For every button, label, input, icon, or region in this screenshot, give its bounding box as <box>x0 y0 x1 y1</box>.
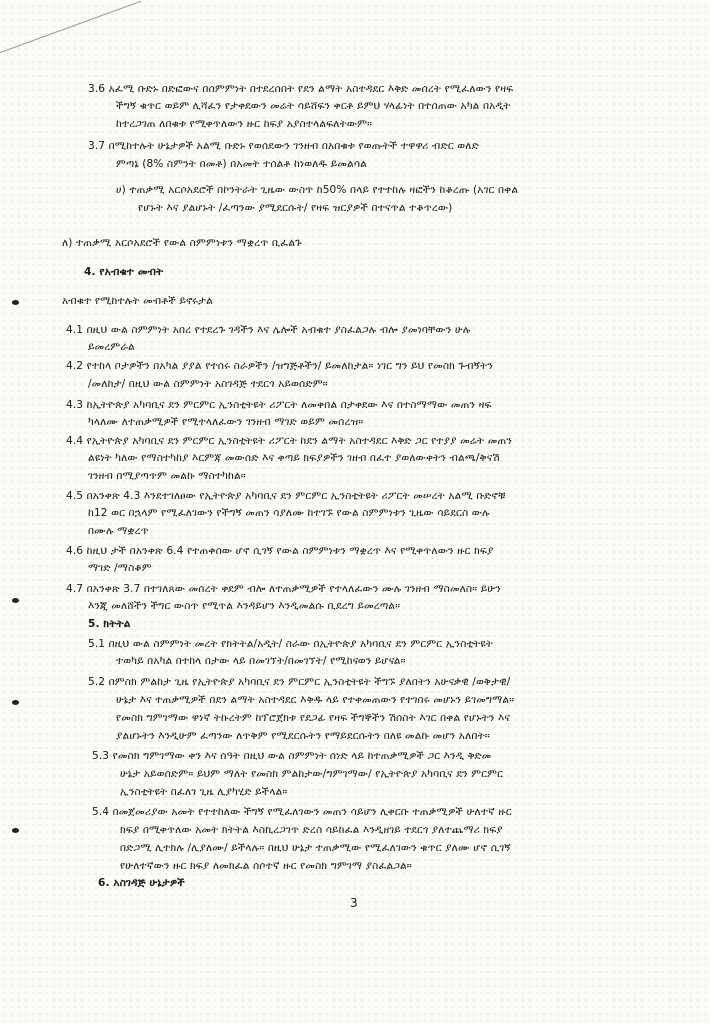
clause-5-4-line: በድጋሚ ሊተክሉ /ሊያለሙ/ ይችላሉ። በዚህ ሁኔታ ተጠቃሚው የሚፈለገውን ቁጥር ያለሙ ሆኖ ሲገኝ <box>120 842 511 854</box>
clause-3-7-line: 3.7 በሚከተሉት ሁኔታዎች አልሚ ቡድኑ የወሰደውን ገንዘብ በአበቁቱ የወጡትች ተዋዋሪ ብድር ወለድ <box>88 140 480 152</box>
clause-4-5-line: ከ12 ወር በኋላም የሚፈለገውን የችግኝ መጠን ሳያለሙ ከተገኙ የውል ስምምነቱን ጊዜው ሳይደርስ ውሉ <box>88 507 490 519</box>
clause-4-4-line: ልዩነት ካለው የማስተካከያ እርምጃ መውሰድ እና ቀጣይ ክፍያዎችን ገዘብ በፈተ ያወለውቀትን ብልጫ/ቅናሽ <box>88 452 500 464</box>
punch-hole-mark <box>12 700 19 705</box>
clause-4-3-line: ካላለሙ ለተጠቃሚዎች የሚተላለፈውን ገንዘብ ማገድ ወይም መሰረዝ። <box>88 416 364 428</box>
clause-4-7-line: 4.7 በአንቀጽ 3.7 በተገለጸው መሰረት ቀደም ብሎ ለተጠቃሚዎች የተላለፈውን ሙሉ ገንዘብ ማስመለስ። ይሁን <box>66 583 501 595</box>
punch-hole-mark <box>12 300 19 305</box>
punch-hole-mark <box>12 598 19 603</box>
clause-5-3-line: 5.3 የመስክ ግምገማው ቀን እና ሰዓት በዚህ ውል ስምምነት ሰነድ ላይ ከተጠቃሚዎች ጋር እንዲ ቅድመ <box>92 750 492 762</box>
sub-item-u-line: ሀ) ተጠቃሚ አርሶአደሮች በኮንትራት ጊዜው ውስጥ ከ50% በላይ የተተከሉ ዛፎችን ከቆረጡ (አገር በቀል <box>116 184 519 196</box>
clause-4-2-line: 4.2 የተከላ ቦታዎችን በአካል ያያል የተሰሩ ስራዎችን /ዝግጅቶችን/ ይመለከታል። ነገር ግን ይህ የመስክ ጉብኝትን <box>66 360 493 372</box>
section-5-heading: 5. ክትትል <box>88 618 131 630</box>
clause-5-3-line: ሁኔታ አይወሰድም። ይህም ማለት የመስክ ምልከታው/ግምገማው/ የኢትዮጵያ አካባቢና ደን ምርምር <box>120 768 504 780</box>
clause-4-4-line: ገንዘብ በሚያጣጥም መልኩ ማስተካከል። <box>88 470 246 482</box>
section-4-intro: አብቁተ የሚከተሉት መብቶች ይኖሩታል <box>62 295 213 307</box>
clause-3-7-line: ምጣኔ (8% ስምንት በመቶ) በአመት ተሰልቶ ከነወለዱ ይመልሳል <box>116 158 367 170</box>
clause-4-7-line: እንጂ መለሸችን ችግር ውስጥ የሚጥል እንዳይሆን እንዲመልሱ ቢደረግ ይመረጣል። <box>88 600 401 612</box>
clause-3-6-line: ችግኝ ቁጥር ወይም ሊሻፈን የታቀደውን መሬት ሳይሸፍን ቀርቶ ይምህ ሃላፊነት በተሰጠው አካል በአዲት <box>116 100 511 112</box>
clause-3-6-line: 3.6 አፈሚ ቡድኑ በድፎውና በሰምምነት በተደረሰበት የደን ልማት አስተዳደር እቅድ መሰረት የሚፈለውን የዛፍ <box>88 83 514 95</box>
punch-hole-mark <box>12 828 19 833</box>
page-number: 3 <box>350 896 358 910</box>
clause-4-6-line: ማገድ /ማስቆም <box>88 562 152 574</box>
clause-5-4-line: ክፍያ በሚቀጥለው አመት ክትትል እስኪረጋገጥ ድረስ ሳይከፈል እንዲዘገይ ተደርጎ ያለተጨማሪ ክፍያ <box>120 824 503 836</box>
clause-4-1-line: ይመረምራል <box>88 341 135 353</box>
sub-item-u-line: የሆኑት እና ያልሆኑት /ፈጣንው ያሚደርሱት/ የዛፍ ዝርያዎች በተናጥል ተቆጥረው) <box>138 202 453 214</box>
clause-4-2-line: /መለከታ/ በዚህ ውል ስምምነት አስገዳጅ ተደርጎ አይወሰድም። <box>88 378 328 390</box>
clause-4-5-line: በሙሉ ማቋረጥ <box>88 525 149 537</box>
clause-4-4-line: 4.4 የኢትዮጵያ አካባቢና ደን ምርምር ኢንስቲትዩት ሪፖርት ከደን ልማት አስተዳደር እቅድ ጋር የተያያ መሬት መጠን <box>66 435 513 447</box>
clause-4-1-line: 4.1 በዚህ ውል ስምምነት አበረ የተደረጉ ገዳችን እና ሌሎች አብቁተ ያስፈልጋሉ ብሎ ያመነባቸውን ሁሉ <box>66 324 471 336</box>
clause-5-3-line: ኢንስቲትዩት በፈለገ ጊዜ ሊያካሂድ ይችላል። <box>120 786 288 798</box>
clause-5-4-line: የሁለተኛውን ዙር ክፍያ ለመክፈል ሰሶተኛ ዙር የመስክ ግምገማ ያስፈልጋል። <box>120 860 412 872</box>
clause-5-1-line: 5.1 በዚህ ውል ስምምነት መረት የክትትል/አዲት/ ስራው በኢትዮጵያ አካባቢና ደን ምርምር ኢንስቲትዩት <box>88 638 493 650</box>
clause-4-3-line: 4.3 ከኢትዮጵያ አካባቢና ደን ምርምር ኢንስቲትዩት ሪፖርት ለመቀበል በታቀደው እና በተስማማው መጠን ዛፍ <box>66 399 492 411</box>
clause-5-1-line: ተወካይ በአካል በተከላ በታው ላይ በመገኘት/በመገኘት/ የሚከናወን ይሆናል። <box>116 655 406 667</box>
clause-5-4-line: 5.4 በመጀመሪያው አመት የተተከለው ችግኝ የሚፈለገውን መጠን ሳይሆን ሊቀርቡ ተጠቃሚዎች ሁለተኛ ዙር <box>92 806 512 818</box>
clause-5-2-line: ሁኔታ እና ተጠቃሚዎች በደን ልማት አስተዳደር እቅዱ ላይ የተቀመጠውን የተገበሩ መሆኑን ይገመግማል። <box>116 694 515 706</box>
clause-3-6-line: ከተረጋገጠ ለበቁቱ የሚቀጥለውን ዙር ከፍያ አያስተላልፍለትውም። <box>116 118 373 130</box>
section-6-heading: 6. አስገዳጅ ሁኔታዎች <box>98 877 185 889</box>
clause-4-6-line: 4.6 ከዚህ ታች በአንቀጽ 6.4 የተጠቀሰው ሆኖ ሲገኝ የውል ስምምነቱን ማቋረጥ እና የሚቀጥለውን ዙር ክፍያ <box>66 545 494 557</box>
sub-item-l: ለ) ተጠቃሚ አርሶአደሮች የውል ስምምነቱን ማቋረጥ ቢፈልጉ <box>62 237 302 249</box>
clause-5-2-line: የመስክ ግምገማው ዋነኛ ትኩረትም ከፕሮጀክቱ የደጋፊ የዛፍ ችግኞችን ሽሰስት እገር በቀል የሆኑትን እና <box>116 712 511 724</box>
clause-5-2-line: 5.2 በምስክ ምልከታ ጊዜ የኢትዮጵያ አካባቢና ደን ምርምር ኢንስቲትዩት ችግኙ ያለበትን አሁናቃዊ /ወቅታዊ/ <box>88 676 511 688</box>
clause-4-5-line: 4.5 በአንቀጽ 4.3 እንደተገለፀው የኢትዮጵያ አካባቢና ደን ምርምር ኢንስቲትዩት ሪፖርት መሠረት አልሚ ቡድኖቹ <box>66 490 506 502</box>
section-4-heading: 4. የአብቁተ መብት <box>84 266 164 278</box>
clause-5-2-line: ያልሆኑትን እንዲሁም ፈጣንው ለጥቅም የሚደርሱትን የማይደርሱትን በለዩ መልኩ መሆን አለበት። <box>116 730 490 742</box>
